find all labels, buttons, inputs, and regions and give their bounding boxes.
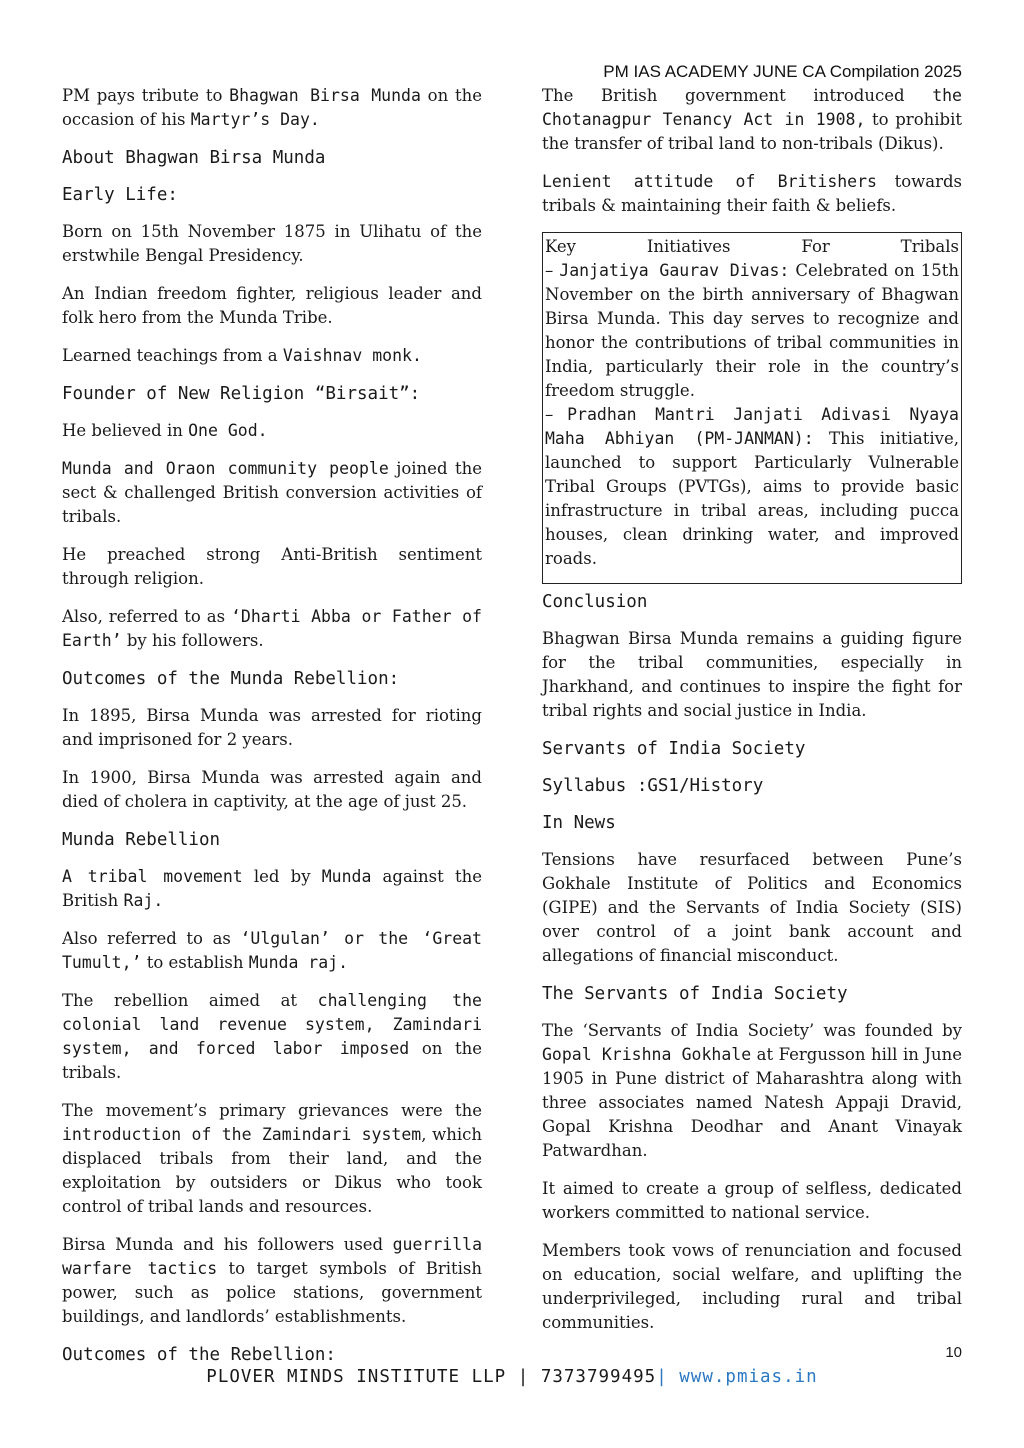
heading-founder: Founder of New Religion “Birsait”:: [62, 384, 421, 404]
key-initiatives-box: [542, 232, 962, 584]
box-janjatiya: – Janjatiya Gaurav Divas: Celebrated on 15th November on the birth anniversary of Bhagwan Birsa Munda. This day serves to recognize and honor the contributions of tribal communities in India, particularly their role in the country’s freedom struggle.: [545, 261, 959, 400]
lenient-paragraph: Lenient attitude of Britishers towards tribals & maintaining their faith & beliefs.: [542, 172, 963, 215]
left-column: [62, 84, 482, 1380]
box-pm-janman: – Pradhan Mantri Janjati Adivasi Nyaya Maha Abhiyan (PM-JANMAN): This initiative, launched to support Particularly Vulnerable Tribal Groups (PVTGs), aims to provide basic infrastructure in tribal areas, including pucca houses, clean drinking water, and improved roads.: [545, 405, 959, 568]
heading-conclusion: Conclusion: [542, 592, 648, 612]
heading-servants: Servants of India Society: [542, 739, 806, 759]
footer-separator: |: [656, 1367, 668, 1387]
page-number: 10: [945, 1344, 962, 1361]
heading-in-news: In News: [542, 813, 616, 833]
selfless-paragraph: It aimed to create a group of selfless, dedicated workers committed to national service.: [542, 1179, 962, 1222]
in1895-paragraph: In 1895, Birsa Munda was arrested for rioting and imprisoned for 2 years.: [62, 706, 482, 749]
dharti-abba-paragraph: Also, referred to as ‘Dharti Abba or Father of Earth’ by his followers.: [62, 607, 482, 650]
guerrilla-paragraph: Birsa Munda and his followers used guerrilla warfare tactics to target symbols of British power, such as police stations, government buildings, and landlords’ establishments.: [62, 1235, 482, 1326]
preached-paragraph: He preached strong Anti-British sentiment through religion.: [62, 545, 482, 588]
conclusion-paragraph: Bhagwan Birsa Munda remains a guiding figure for the tribal communities, especially in Jharkhand, and continues to inspire the fight for tribal rights and social justice in India.: [542, 629, 962, 720]
members-paragraph: Members took vows of renunciation and focused on education, social welfare, and uplifting the underprivileged, including rural and tribal communities.: [542, 1241, 962, 1332]
god-paragraph: He believed in One God.: [62, 421, 268, 440]
heading-society: The Servants of India Society: [542, 984, 848, 1004]
learned-paragraph: Learned teachings from a Vaishnav monk.: [62, 346, 422, 365]
grievances-paragraph: The movement’s primary grievances were the introduction of the Zamindari system, which displaced tribals from their land, and the exploitation by outsiders or Dikus who took control of tribal lands and resources.: [62, 1101, 483, 1216]
tenancy-act-paragraph: The British government introduced the Chotanagpur Tenancy Act in 1908, to prohibit the transfer of tribal land to non-tribals (Dikus).: [542, 86, 962, 153]
heading-outcomes: Outcomes of the Munda Rebellion:: [62, 669, 400, 689]
founded-paragraph: The ‘Servants of India Society’ was founded by Gopal Krishna Gokhale at Fergusson hill in June 1905 in Pune district of Maharashtra along with three associates named Natesh Appaji Dravid, Gopal Krishna Deodhar and Anant Vinayak Patwardhan.: [542, 1021, 962, 1160]
ulgulan-paragraph: Also referred to as ‘Ulgulan’ or the ‘Great Tumult,’ to establish Munda raj.: [62, 929, 482, 972]
born-paragraph: Born on 15th November 1875 in Ulihatu of the erstwhile Bengal Presidency.: [62, 222, 482, 265]
fighter-paragraph: An Indian freedom fighter, religious leader and folk hero from the Munda Tribe.: [62, 284, 482, 327]
heading-munda-rebellion: Munda Rebellion: [62, 830, 221, 850]
page-footer: [0, 1367, 1024, 1387]
intro-paragraph: PM pays tribute to Bhagwan Birsa Munda on the occasion of his Martyr’s Day.: [62, 86, 482, 129]
heading-outcomes-rebellion: Outcomes of the Rebellion:: [62, 1345, 336, 1365]
box-title: Key Initiatives For Tribals: [545, 237, 959, 256]
heading-about: About Bhagwan Birsa Munda: [62, 148, 326, 168]
right-column: [542, 84, 962, 1349]
aimed-paragraph: The rebellion aimed at challenging the colonial land revenue system, Zamindari system, and forced labor imposed on the tribals.: [62, 991, 482, 1082]
in1900-paragraph: In 1900, Birsa Munda was arrested again and died of cholera in captivity, at the age of just 25.: [62, 768, 482, 811]
tensions-paragraph: Tensions have resurfaced between Pune’s Gokhale Institute of Politics and Economics (GIPE) and the Servants of India Society (SIS) over control of a joint bank account and allegations of financial misconduct.: [542, 850, 962, 965]
footer-org: PLOVER MINDS INSTITUTE LLP | 7373799495: [206, 1367, 657, 1387]
heading-syllabus: Syllabus :GS1/History: [542, 776, 764, 796]
munda-oraon-paragraph: Munda and Oraon community people joined the sect & challenged British conversion activities of tribals.: [62, 459, 482, 526]
tribal-movement-paragraph: A tribal movement led by Munda against the British Raj.: [62, 867, 482, 910]
heading-early-life: Early Life:: [62, 185, 178, 205]
footer-website-link[interactable]: www.pmias.in: [667, 1367, 818, 1387]
page-header: PM IAS ACADEMY JUNE CA Compilation 2025: [603, 62, 962, 81]
